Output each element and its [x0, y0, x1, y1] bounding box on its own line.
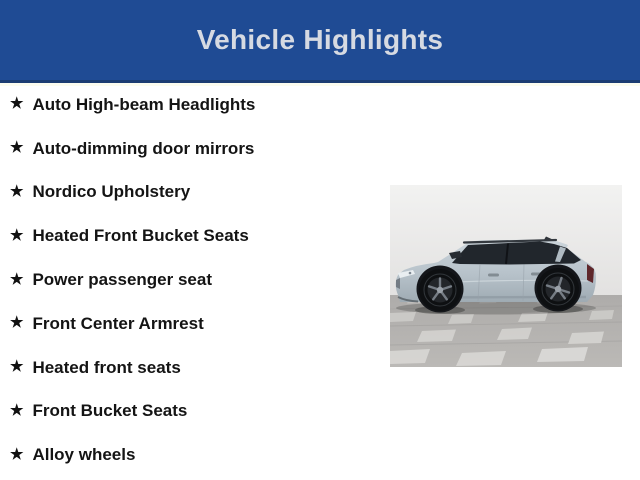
highlights-list — [10, 83, 380, 477]
highlight-label: Power passenger seat — [32, 270, 212, 290]
star-icon: ★ — [10, 270, 24, 288]
star-icon: ★ — [10, 358, 24, 376]
star-icon: ★ — [10, 401, 24, 419]
star-icon: ★ — [10, 95, 24, 113]
highlight-label: Front Bucket Seats — [32, 401, 188, 421]
highlight-item — [10, 171, 380, 215]
highlight-item — [10, 83, 380, 127]
vehicle-photo — [390, 185, 622, 367]
highlight-label: Front Center Armrest — [32, 313, 204, 333]
headlight-detail — [409, 272, 412, 275]
page-title: Vehicle Highlights — [196, 24, 444, 55]
highlight-item — [10, 214, 380, 258]
rear-wheel — [537, 268, 579, 310]
highlight-item — [10, 433, 380, 477]
highlight-item — [10, 302, 380, 346]
highlight-item — [10, 127, 380, 171]
highlight-item — [10, 346, 380, 390]
star-icon: ★ — [10, 182, 24, 200]
highlight-label: Heated Front Bucket Seats — [32, 226, 249, 246]
highlight-label: Auto-dimming door mirrors — [32, 138, 255, 158]
highlight-item — [10, 258, 380, 302]
header-banner — [0, 0, 640, 83]
highlight-label: Alloy wheels — [32, 445, 136, 465]
highlight-label: Heated front seats — [32, 357, 181, 377]
highlight-label: Auto High-beam Headlights — [32, 94, 256, 114]
star-icon: ★ — [10, 139, 24, 157]
highlight-item — [10, 390, 380, 434]
star-icon: ★ — [10, 226, 24, 244]
car-illustration — [390, 185, 622, 367]
highlight-label: Nordico Upholstery — [32, 182, 191, 202]
front-wheel — [419, 269, 461, 311]
star-icon: ★ — [10, 445, 24, 463]
door-handle-front — [488, 274, 499, 277]
star-icon: ★ — [10, 314, 24, 332]
